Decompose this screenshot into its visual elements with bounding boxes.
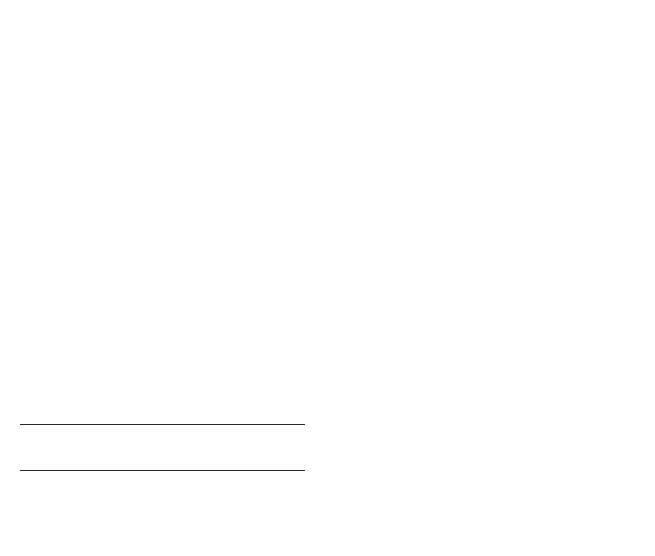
urdu-line-17 bbox=[20, 378, 320, 400]
section-divider-upper bbox=[20, 424, 305, 425]
urdu-line-01 bbox=[20, 20, 320, 42]
arabic-line-06 bbox=[330, 152, 650, 174]
section-divider-lower bbox=[20, 470, 305, 471]
arabic-line-16 bbox=[330, 372, 650, 394]
urdu-line-13 bbox=[20, 290, 320, 312]
urdu-line-10 bbox=[20, 224, 320, 246]
urdu-line-09 bbox=[20, 202, 320, 224]
urdu-line-19 bbox=[20, 430, 320, 452]
urdu-line-03 bbox=[20, 70, 320, 92]
arabic-line-10 bbox=[330, 240, 650, 262]
urdu-line-06 bbox=[20, 136, 320, 158]
urdu-line-04 bbox=[20, 92, 320, 114]
arabic-line-09 bbox=[330, 218, 650, 240]
arabic-line-04 bbox=[330, 108, 650, 130]
arabic-line-12 bbox=[330, 284, 650, 306]
arabic-line-08 bbox=[330, 196, 650, 218]
urdu-line-16 bbox=[20, 356, 320, 378]
arabic-line-15 bbox=[330, 350, 650, 372]
arabic-line-19 bbox=[330, 438, 650, 460]
urdu-line-11 bbox=[20, 246, 320, 268]
urdu-line-20 bbox=[20, 478, 320, 500]
arabic-line-02 bbox=[330, 64, 650, 86]
urdu-line-07 bbox=[20, 158, 320, 180]
arabic-line-17 bbox=[330, 394, 650, 416]
arabic-line-07 bbox=[330, 174, 650, 196]
arabic-line-11 bbox=[330, 262, 650, 284]
arabic-line-13 bbox=[330, 306, 650, 328]
urdu-line-15 bbox=[20, 334, 320, 356]
urdu-line-12 bbox=[20, 268, 320, 290]
arabic-line-14 bbox=[330, 328, 650, 350]
arabic-line-25 bbox=[330, 0, 650, 22]
arabic-line-18 bbox=[330, 416, 650, 438]
arabic-line-20 bbox=[330, 460, 650, 482]
urdu-line-18 bbox=[20, 400, 320, 422]
urdu-line-02 bbox=[20, 40, 320, 62]
arabic-line-03 bbox=[330, 86, 650, 108]
arabic-line-23 bbox=[330, 526, 650, 548]
urdu-line-08 bbox=[20, 180, 320, 202]
arabic-line-05 bbox=[330, 130, 650, 152]
urdu-line-21 bbox=[20, 500, 320, 522]
urdu-line-14 bbox=[20, 312, 320, 334]
arabic-line-22 bbox=[330, 504, 650, 526]
arabic-line-01 bbox=[330, 32, 650, 54]
arabic-line-21 bbox=[330, 482, 650, 504]
urdu-line-05 bbox=[20, 114, 320, 136]
